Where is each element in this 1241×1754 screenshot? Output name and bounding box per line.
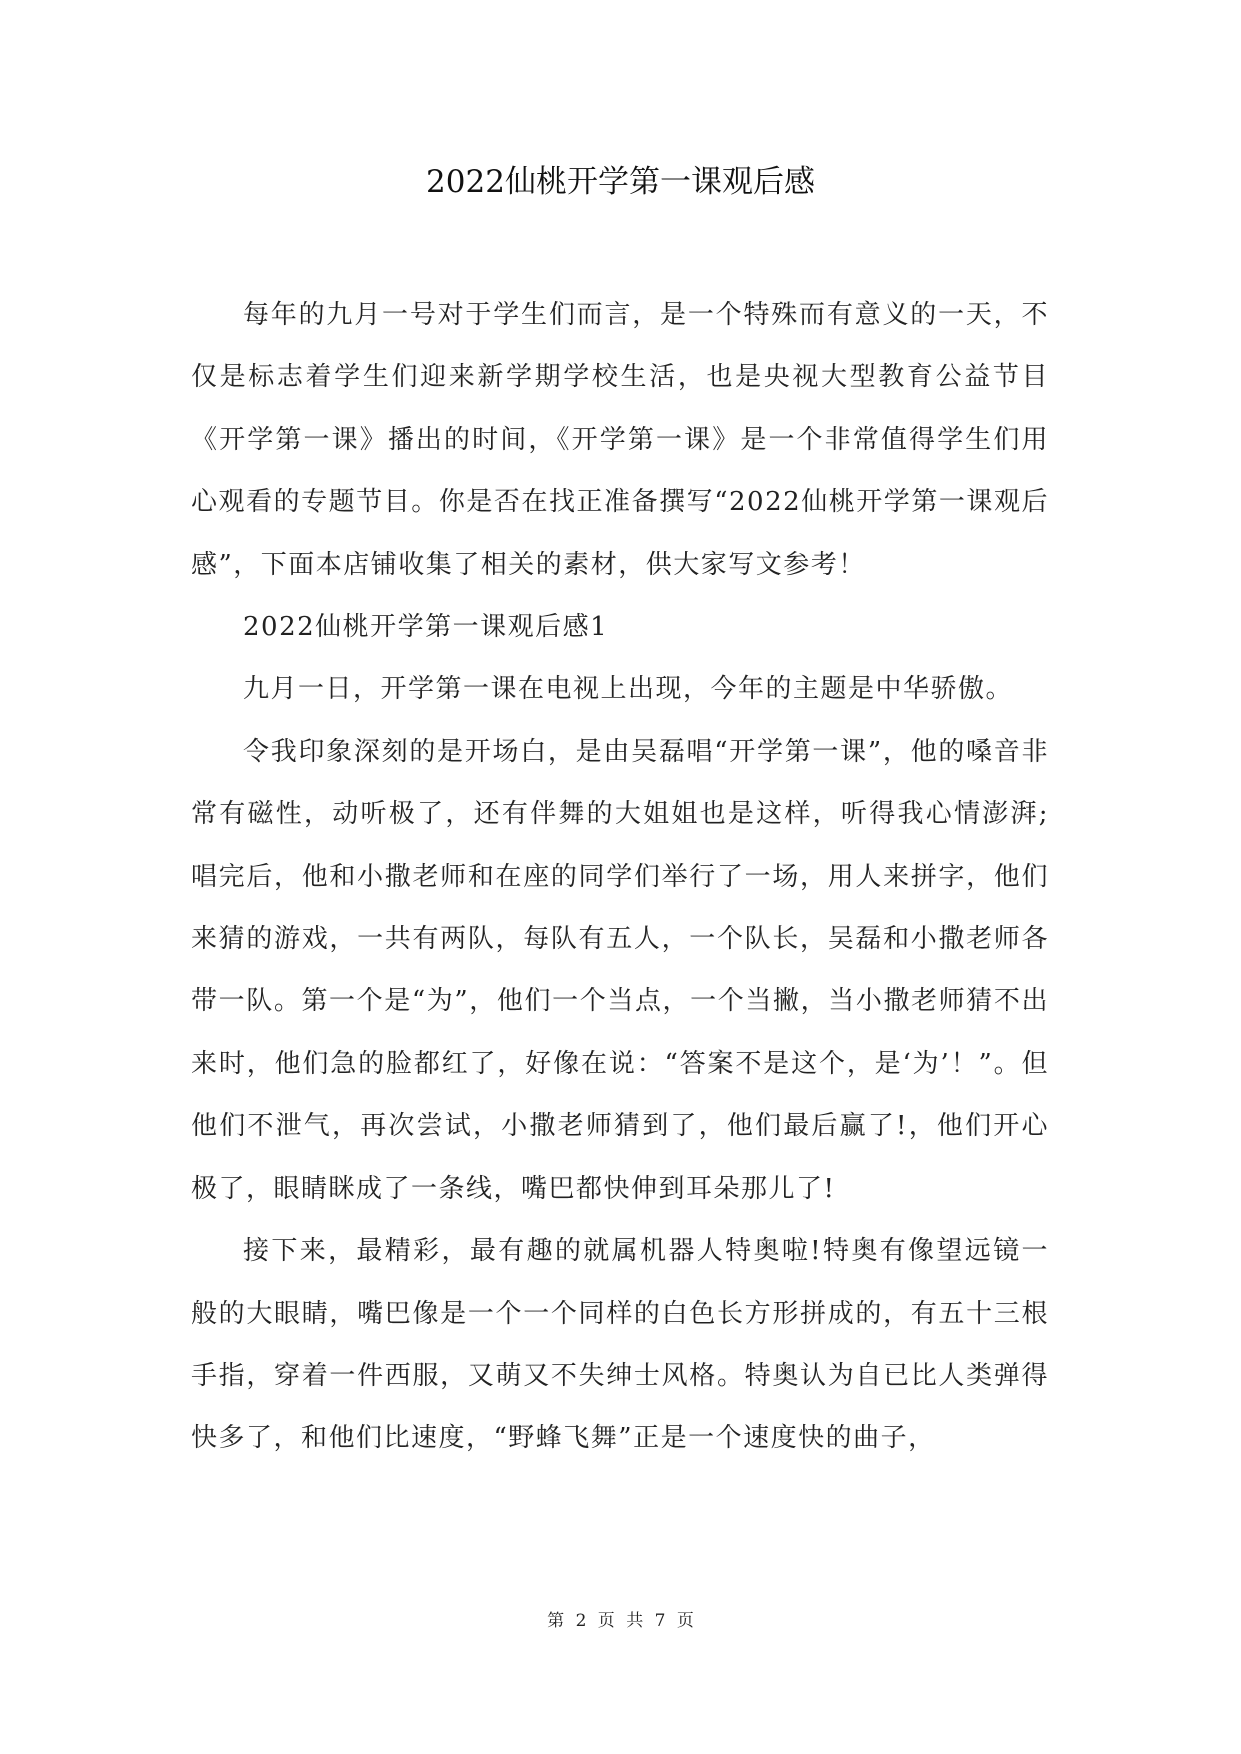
document-body (191, 284, 1049, 1470)
paragraph: 接下来，最精彩，最有趣的就属机器人特奥啦!特奥有像望远镜一般的大眼睛，嘴巴像是一个一个同样的白色长方形拼成的，有五十三根手指，穿着一件西服，又萌又不失绅士风格。特奥认为自已比人类弹得快多了，和他们比速度，“野蜂飞舞”正是一个速度快的曲子， (191, 1236, 1049, 1454)
page-number-footer: 第 2 页 共 7 页 (547, 1611, 694, 1631)
paragraph: 令我印象深刻的是开场白，是由吴磊唱“开学第一课”，他的嗓音非常有磁性，动听极了，还有伴舞的大姐姐也是这样，听得我心情澎湃;唱完后，他和小撒老师和在座的同学们举行了一场，用人来拼字，他们来猜的游戏，一共有两队，每队有五人，一个队长，吴磊和小撒老师各带一队。第一个是“为”，他们一个当点，一个当撇，当小撒老师猜不出来时，他们急的脸都红了，好像在说：“答案不是这个，是‘为’！”。但他们不泄气，再次尝试，小撒老师猜到了，他们最后赢了!，他们开心极了，眼睛眯成了一条线，嘴巴都快伸到耳朵那儿了! (191, 736, 1049, 1204)
section-heading: 2022仙桃开学第一课观后感1 (243, 612, 609, 643)
paragraph: 九月一日，开学第一课在电视上出现，今年的主题是中华骄傲。 (243, 674, 1014, 705)
document-title: 2022仙桃开学第一课观后感 (426, 164, 815, 200)
paragraph-intro: 每年的九月一号对于学生们而言，是一个特殊而有意义的一天，不仅是标志着学生们迎来新学期学校生活，也是央视大型教育公益节目《开学第一课》播出的时间，《开学第一课》是一个非常值得学生们用心观看的专题节目。你是否在找正准备撰写“2022仙桃开学第一课观后感”，下面本店铺收集了相关的素材，供大家写文参考！ (191, 300, 1049, 580)
